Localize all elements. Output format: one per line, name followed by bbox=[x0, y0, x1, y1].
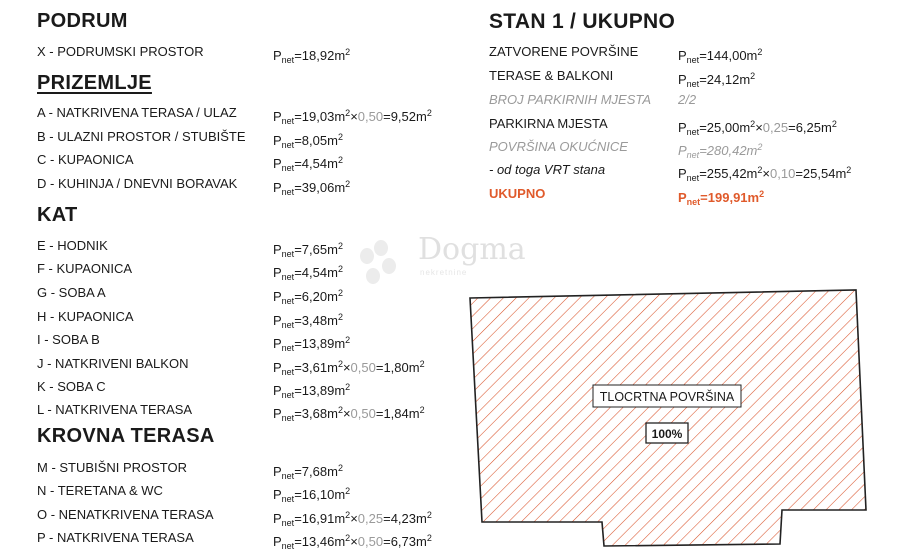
net-result-value: 4,23 bbox=[390, 511, 416, 526]
summary-row bbox=[489, 91, 899, 109]
net-subscript: net bbox=[281, 55, 295, 65]
net-subscript: net bbox=[686, 127, 700, 137]
room-area bbox=[273, 151, 343, 177]
unit-squared: 2 bbox=[750, 119, 756, 129]
equals-sign: = bbox=[383, 534, 391, 549]
room-row bbox=[37, 331, 457, 353]
room-area bbox=[273, 43, 350, 69]
unit-m: m bbox=[746, 143, 758, 158]
p-symbol: P bbox=[273, 265, 282, 280]
room-area bbox=[273, 284, 343, 310]
equals-sign: = bbox=[699, 143, 707, 158]
reduction-factor: 0,25 bbox=[357, 511, 384, 526]
area-value: 16,91 bbox=[301, 511, 335, 526]
net-subscript: net bbox=[281, 140, 295, 150]
room-label: O - NENATKRIVENA TERASA bbox=[37, 507, 214, 522]
area-value: 280,42 bbox=[706, 143, 747, 158]
floor-plan bbox=[464, 286, 884, 548]
unit-squared: 2 bbox=[846, 165, 852, 175]
unit-squared: 2 bbox=[426, 510, 432, 520]
room-row bbox=[37, 308, 457, 330]
times-sign: × bbox=[350, 511, 358, 526]
unit-m: m bbox=[327, 242, 338, 257]
net-subscript: net bbox=[686, 173, 700, 183]
p-symbol: P bbox=[273, 133, 282, 148]
equals-sign: = bbox=[294, 133, 302, 148]
unit-squared: 2 bbox=[345, 47, 351, 57]
room-row bbox=[37, 128, 457, 150]
unit-squared: 2 bbox=[757, 47, 763, 57]
unit-squared: 2 bbox=[426, 533, 432, 543]
net-result-value: 6,25 bbox=[795, 120, 821, 135]
equals-sign: = bbox=[294, 534, 302, 549]
room-label: L - NATKRIVENA TERASA bbox=[37, 402, 193, 417]
equals-sign: = bbox=[383, 109, 391, 124]
times-sign: × bbox=[342, 406, 351, 421]
area-value: 4,54 bbox=[301, 156, 328, 171]
net-subscript: net bbox=[686, 150, 700, 160]
net-result-value: 6,73 bbox=[390, 534, 416, 549]
net-result-value: 9,52 bbox=[390, 109, 416, 124]
p-symbol: P bbox=[273, 180, 282, 195]
unit-squared: 2 bbox=[337, 312, 343, 322]
area-value: 39,06 bbox=[301, 180, 335, 195]
unit-m: m bbox=[327, 313, 338, 328]
unit-m: m bbox=[327, 156, 338, 171]
p-symbol: P bbox=[273, 313, 282, 328]
plan-percent: 100% bbox=[651, 427, 683, 441]
net-subscript: net bbox=[281, 494, 295, 504]
net-subscript: net bbox=[281, 471, 295, 481]
area-value: 16,10 bbox=[301, 487, 335, 502]
room-area bbox=[273, 482, 350, 508]
unit-m: m bbox=[416, 534, 427, 549]
room-area bbox=[273, 260, 343, 286]
unit-squared: 2 bbox=[337, 241, 343, 251]
p-symbol: P bbox=[273, 360, 282, 375]
room-area bbox=[273, 401, 425, 427]
unit-squared: 2 bbox=[345, 533, 351, 543]
net-subscript: net bbox=[686, 79, 700, 89]
section-title-krovna: KROVNA TERASA bbox=[37, 425, 215, 447]
unit-m: m bbox=[408, 360, 420, 375]
net-result-value: 25,54 bbox=[802, 166, 836, 181]
unit-m: m bbox=[334, 109, 346, 124]
unit-squared: 2 bbox=[337, 359, 343, 369]
equals-sign: = bbox=[294, 406, 302, 421]
room-area bbox=[273, 529, 432, 555]
unit-squared: 2 bbox=[426, 108, 432, 118]
equals-sign: = bbox=[294, 313, 302, 328]
net-subscript: net bbox=[281, 390, 295, 400]
room-row bbox=[37, 529, 457, 551]
equals-sign: = bbox=[294, 242, 302, 257]
area-value: 3,68 bbox=[301, 406, 328, 421]
summary-value bbox=[678, 67, 755, 93]
room-label: C - KUPAONICA bbox=[37, 152, 134, 167]
p-symbol: P bbox=[273, 383, 282, 398]
room-row bbox=[37, 378, 457, 400]
p-symbol: P bbox=[273, 487, 282, 502]
summary-label: TERASE & BALKONI bbox=[489, 68, 614, 83]
area-value: 8,05 bbox=[301, 133, 328, 148]
times-sign: × bbox=[350, 109, 358, 124]
equals-sign: = bbox=[294, 360, 302, 375]
net-subscript: net bbox=[281, 518, 295, 528]
unit-squared: 2 bbox=[337, 155, 343, 165]
unit-squared: 2 bbox=[831, 119, 837, 129]
room-row bbox=[37, 260, 457, 282]
equals-sign: = bbox=[294, 383, 302, 398]
summary-row bbox=[489, 138, 899, 160]
area-value: 24,12 bbox=[706, 72, 740, 87]
unit-m: m bbox=[821, 120, 832, 135]
p-symbol: P bbox=[678, 143, 687, 158]
unit-m: m bbox=[327, 464, 338, 479]
equals-sign: = bbox=[294, 109, 302, 124]
unit-m: m bbox=[835, 166, 847, 181]
unit-m: m bbox=[327, 406, 338, 421]
room-row bbox=[37, 482, 457, 504]
area-value: 7,68 bbox=[301, 464, 328, 479]
section-title-prizemlje: PRIZEMLJE bbox=[37, 72, 152, 94]
p-symbol: P bbox=[273, 534, 282, 549]
unit-squared: 2 bbox=[345, 486, 351, 496]
area-value: 3,48 bbox=[301, 313, 328, 328]
net-subscript: net bbox=[281, 367, 295, 377]
room-row bbox=[37, 459, 457, 481]
net-subscript: net bbox=[281, 320, 295, 330]
summary-label: POVRŠINA OKUĆNICE bbox=[489, 139, 628, 154]
unit-m: m bbox=[746, 166, 758, 181]
room-row bbox=[37, 104, 457, 126]
unit-m: m bbox=[739, 120, 751, 135]
unit-squared: 2 bbox=[345, 382, 351, 392]
room-label: H - KUPAONICA bbox=[37, 309, 134, 324]
room-row bbox=[37, 401, 457, 423]
unit-squared: 2 bbox=[345, 335, 351, 345]
p-symbol: P bbox=[678, 72, 687, 87]
p-symbol: P bbox=[273, 406, 282, 421]
summary-row bbox=[489, 43, 899, 65]
net-subscript: net bbox=[686, 197, 701, 207]
summary-title: STAN 1 / UKUPNO bbox=[489, 10, 676, 33]
room-label: A - NATKRIVENA TERASA / ULAZ bbox=[37, 105, 237, 120]
room-area bbox=[273, 331, 350, 357]
equals-sign: = bbox=[294, 464, 302, 479]
room-row bbox=[37, 151, 457, 173]
unit-m: m bbox=[746, 48, 758, 63]
summary-label: ZATVORENE POVRŠINE bbox=[489, 44, 639, 59]
floor-plan-outline bbox=[470, 290, 866, 546]
unit-squared: 2 bbox=[337, 132, 343, 142]
area-value: 4,54 bbox=[301, 265, 328, 280]
room-label: I - SOBA B bbox=[37, 332, 100, 347]
equals-sign: = bbox=[375, 360, 384, 375]
area-value: 18,92 bbox=[301, 48, 335, 63]
net-subscript: net bbox=[281, 187, 295, 197]
unit-squared: 2 bbox=[345, 108, 351, 118]
equals-sign: = bbox=[294, 48, 302, 63]
room-label: N - TERETANA & WC bbox=[37, 483, 163, 498]
room-row bbox=[37, 506, 457, 528]
unit-squared: 2 bbox=[419, 359, 425, 369]
room-row bbox=[37, 237, 457, 259]
reduction-factor: 0,25 bbox=[762, 120, 789, 135]
unit-m: m bbox=[334, 48, 346, 63]
net-subscript: net bbox=[281, 163, 295, 173]
p-symbol: P bbox=[273, 336, 282, 351]
equals-sign: = bbox=[700, 190, 708, 205]
watermark-tagline: nekretnine bbox=[420, 268, 468, 277]
summary-value bbox=[678, 43, 762, 69]
equals-sign: = bbox=[294, 289, 302, 304]
equals-sign: = bbox=[699, 72, 707, 87]
unit-m: m bbox=[334, 336, 346, 351]
reduction-factor: 0,50 bbox=[357, 534, 384, 549]
times-sign: × bbox=[762, 166, 770, 181]
area-value: 199,91 bbox=[707, 190, 748, 205]
reduction-factor: 0,50 bbox=[350, 406, 376, 421]
equals-sign: = bbox=[383, 511, 391, 526]
p-symbol: P bbox=[273, 48, 282, 63]
summary-label: - od toga VRT stana bbox=[489, 162, 606, 177]
unit-m: m bbox=[747, 190, 760, 205]
room-label: F - KUPAONICA bbox=[37, 261, 133, 276]
unit-squared: 2 bbox=[757, 165, 763, 175]
area-value: 255,42 bbox=[706, 166, 747, 181]
p-symbol: P bbox=[273, 242, 282, 257]
summary-row bbox=[489, 67, 899, 89]
summary-row bbox=[489, 185, 899, 207]
p-symbol: P bbox=[678, 120, 687, 135]
summary-row bbox=[489, 161, 899, 183]
net-subscript: net bbox=[281, 541, 295, 551]
section-title-kat: KAT bbox=[37, 204, 78, 226]
unit-squared: 2 bbox=[750, 71, 756, 81]
watermark-brand: Dogma bbox=[418, 232, 526, 267]
area-value: 6,20 bbox=[301, 289, 328, 304]
p-symbol: P bbox=[678, 48, 687, 63]
equals-sign: = bbox=[294, 156, 302, 171]
net-result-value: 1,80 bbox=[383, 360, 409, 375]
room-label: D - KUHINJA / DNEVNI BORAVAK bbox=[37, 176, 238, 191]
net-subscript: net bbox=[281, 343, 295, 353]
section-title-podrum: PODRUM bbox=[37, 10, 128, 32]
net-subscript: net bbox=[281, 296, 295, 306]
times-sign: × bbox=[342, 360, 351, 375]
unit-m: m bbox=[327, 265, 338, 280]
p-symbol: P bbox=[678, 190, 687, 205]
area-value: 13,46 bbox=[301, 534, 335, 549]
net-subscript: net bbox=[281, 249, 295, 259]
summary-label: PARKIRNA MJESTA bbox=[489, 116, 608, 131]
unit-squared: 2 bbox=[419, 405, 425, 415]
room-label: P - NATKRIVENA TERASA bbox=[37, 530, 194, 545]
room-row bbox=[37, 175, 457, 197]
unit-m: m bbox=[416, 109, 427, 124]
area-value: 144,00 bbox=[706, 48, 747, 63]
equals-sign: = bbox=[294, 487, 302, 502]
room-row bbox=[37, 355, 457, 377]
room-label: M - STUBIŠNI PROSTOR bbox=[37, 460, 187, 475]
equals-sign: = bbox=[294, 336, 302, 351]
equals-sign: = bbox=[699, 120, 707, 135]
times-sign: × bbox=[350, 534, 358, 549]
equals-sign: = bbox=[294, 180, 302, 195]
room-label: G - SOBA A bbox=[37, 285, 106, 300]
plain-value: 2/2 bbox=[678, 92, 697, 107]
room-label: E - HODNIK bbox=[37, 238, 108, 253]
reduction-factor: 0,10 bbox=[770, 166, 796, 181]
equals-sign: = bbox=[294, 265, 302, 280]
unit-squared: 2 bbox=[345, 510, 351, 520]
area-value: 19,03 bbox=[301, 109, 335, 124]
unit-m: m bbox=[327, 360, 338, 375]
unit-squared: 2 bbox=[345, 179, 351, 189]
p-symbol: P bbox=[273, 289, 282, 304]
summary-row bbox=[489, 115, 899, 137]
unit-m: m bbox=[334, 487, 346, 502]
summary-value bbox=[678, 185, 764, 211]
unit-squared: 2 bbox=[757, 142, 763, 152]
net-result-value: 1,84 bbox=[383, 406, 409, 421]
unit-m: m bbox=[408, 406, 420, 421]
room-label: X - PODRUMSKI PROSTOR bbox=[37, 44, 204, 59]
room-label: J - NATKRIVENI BALKON bbox=[37, 356, 189, 371]
unit-m: m bbox=[334, 511, 346, 526]
room-row bbox=[37, 43, 457, 65]
room-area bbox=[273, 175, 350, 201]
times-sign: × bbox=[755, 120, 763, 135]
unit-squared: 2 bbox=[337, 463, 343, 473]
equals-sign: = bbox=[294, 511, 302, 526]
room-area bbox=[273, 104, 432, 130]
room-row bbox=[37, 284, 457, 306]
area-value: 13,89 bbox=[301, 336, 335, 351]
equals-sign: = bbox=[699, 166, 707, 181]
equals-sign: = bbox=[788, 120, 796, 135]
unit-squared: 2 bbox=[337, 288, 343, 298]
summary-label: BROJ PARKIRNIH MJESTA bbox=[489, 92, 652, 107]
summary-label: UKUPNO bbox=[489, 186, 546, 201]
area-value: 7,65 bbox=[301, 242, 328, 257]
reduction-factor: 0,50 bbox=[357, 109, 384, 124]
summary-value bbox=[678, 161, 851, 187]
area-value: 13,89 bbox=[301, 383, 335, 398]
p-symbol: P bbox=[273, 511, 282, 526]
unit-squared: 2 bbox=[759, 189, 765, 199]
area-value: 3,61 bbox=[301, 360, 328, 375]
unit-m: m bbox=[334, 383, 346, 398]
equals-sign: = bbox=[375, 406, 384, 421]
summary-value bbox=[678, 91, 696, 109]
equals-sign: = bbox=[795, 166, 803, 181]
plan-label: TLOCRTNA POVRŠINA bbox=[599, 390, 735, 404]
unit-m: m bbox=[334, 534, 346, 549]
room-label: B - ULAZNI PROSTOR / STUBIŠTE bbox=[37, 129, 246, 144]
net-subscript: net bbox=[281, 116, 295, 126]
equals-sign: = bbox=[699, 48, 707, 63]
unit-m: m bbox=[739, 72, 751, 87]
p-symbol: P bbox=[678, 166, 687, 181]
area-value: 25,00 bbox=[706, 120, 740, 135]
room-label: K - SOBA C bbox=[37, 379, 106, 394]
unit-m: m bbox=[327, 133, 338, 148]
unit-squared: 2 bbox=[337, 405, 343, 415]
p-symbol: P bbox=[273, 156, 282, 171]
net-subscript: net bbox=[281, 413, 295, 423]
unit-squared: 2 bbox=[337, 264, 343, 274]
unit-m: m bbox=[327, 289, 338, 304]
p-symbol: P bbox=[273, 464, 282, 479]
p-symbol: P bbox=[273, 109, 282, 124]
reduction-factor: 0,50 bbox=[350, 360, 376, 375]
net-subscript: net bbox=[686, 55, 700, 65]
unit-m: m bbox=[416, 511, 427, 526]
net-subscript: net bbox=[281, 272, 295, 282]
unit-m: m bbox=[334, 180, 346, 195]
